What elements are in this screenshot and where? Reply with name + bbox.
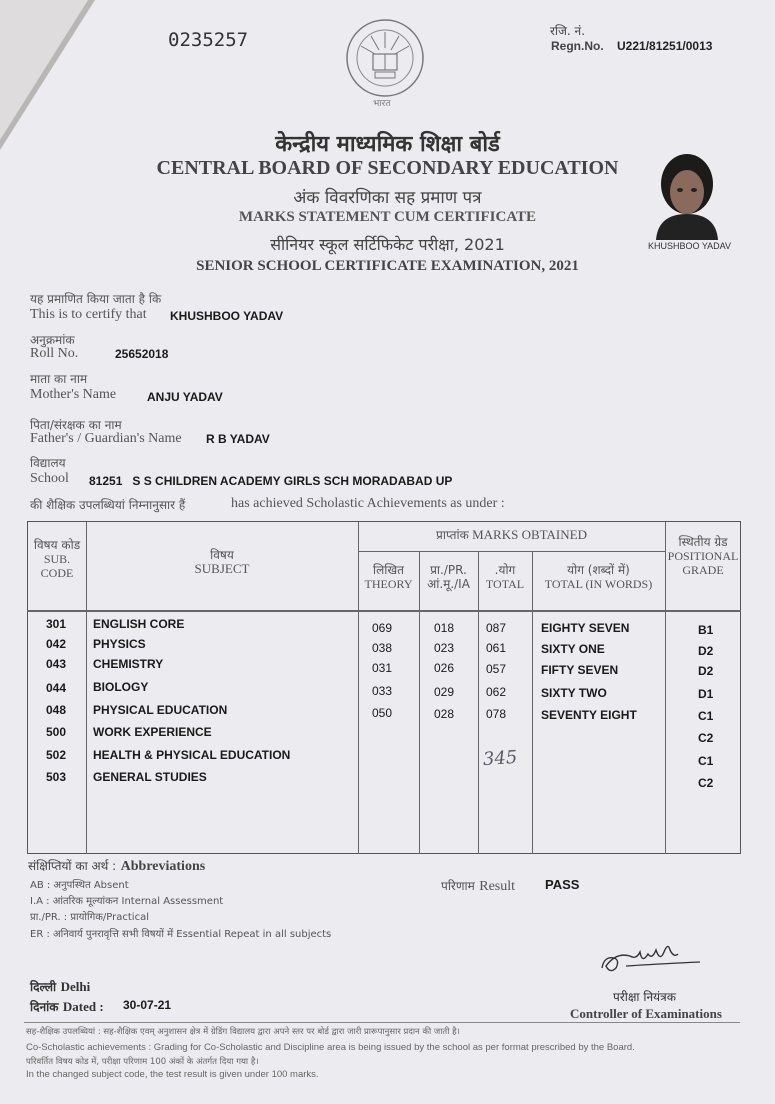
board-name-hi: केन्द्रीय माध्यमिक शिक्षा बोर्ड — [275, 132, 500, 157]
doc-title-hi: अंक विवरणिका सह प्रमाण पत्र — [293, 188, 482, 208]
row-subject: BIOLOGY — [93, 680, 149, 694]
row-grade: B1 — [698, 623, 714, 637]
row-theory: 033 — [372, 684, 393, 698]
serial-number: 0235257 — [168, 29, 249, 51]
header-grade-en1: POSITIONAL — [667, 549, 739, 563]
header-marks-hi: प्राप्तांक — [436, 528, 469, 542]
father-label-hi: पिता/संरक्षक का नाम — [30, 418, 122, 432]
col-divider — [419, 551, 420, 854]
row-code: 500 — [46, 725, 67, 739]
row-practical: 018 — [434, 621, 455, 635]
abbreviation-item: ER : अनिवार्य पुनरावृत्ति सभी विषयों में Essential Repeat in all subjects — [30, 929, 332, 940]
row-words: SEVENTY EIGHT — [541, 708, 637, 722]
header-marks-en: MARKS OBTAINED — [472, 527, 587, 542]
row-total: 062 — [486, 685, 507, 699]
row-words: FIFTY SEVEN — [541, 663, 619, 677]
doc-title-en: MARKS STATEMENT CUM CERTIFICATE — [238, 209, 537, 225]
place-hi: दिल्ली — [30, 980, 57, 994]
result-label — [441, 877, 515, 895]
controller-signature — [596, 938, 706, 978]
board-name-en: CENTRAL BOARD OF SECONDARY EDUCATION — [156, 157, 619, 179]
footer-line: Co-Scholastic achievements : Grading for Co-Scholastic and Discipline area is being issued by the school as per format prescribed by the Board. — [26, 1042, 635, 1053]
header-subject — [86, 548, 358, 576]
row-grade: C2 — [698, 776, 714, 790]
controller-title-en: Controller of Examinations — [570, 1006, 722, 1021]
father-label-en: Father's / Guardian's Name — [30, 431, 182, 446]
mother-name: ANJU YADAV — [147, 390, 223, 404]
row-theory: 038 — [372, 641, 393, 655]
row-practical: 029 — [434, 685, 455, 699]
candidate-photo-icon — [646, 148, 728, 240]
header-prac-hi2: आं.मू./IA — [427, 577, 470, 591]
header-words-en: TOTAL (IN WORDS) — [544, 577, 653, 591]
row-grade: C1 — [698, 709, 714, 723]
header-practical — [419, 563, 478, 591]
row-code: 044 — [46, 681, 67, 695]
footer-divider — [24, 1022, 740, 1023]
row-code: 043 — [46, 657, 67, 671]
row-total: 061 — [486, 641, 507, 655]
header-code-en1: SUB. — [43, 552, 71, 566]
father-name: R B YADAV — [206, 432, 270, 446]
row-practical: 028 — [434, 707, 455, 721]
footer-line: सह-शैक्षिक उपलब्धियां : सह-शैक्षिक एवम् अनुशासन क्षेत्र में ग्रेडिंग विद्यालय द्वारा अपने स्तर पर बोर्ड द्वारा जारी प्रारूपानुसार प्रदान की जाती है। — [26, 1027, 460, 1037]
abbreviations-title — [28, 857, 205, 875]
signature-icon — [596, 938, 706, 978]
mother-label-en: Mother's Name — [30, 387, 117, 402]
row-words: EIGHTY SEVEN — [541, 621, 630, 635]
abbreviation-item: प्रा./PR. : प्रायोगिक/Practical — [30, 912, 149, 923]
header-grade-en2: GRADE — [682, 563, 724, 577]
header-words-hi: योग (शब्दों में) — [567, 563, 630, 577]
photo-caption: KHUSHBOO YADAV — [648, 241, 732, 251]
row-theory: 031 — [372, 661, 393, 675]
row-code: 502 — [46, 748, 67, 762]
row-divider — [27, 610, 741, 612]
result-label-en: Result — [479, 879, 516, 894]
dated-label-en: Dated : — [62, 999, 104, 1014]
exam-name-hi: सीनियर स्कूल सर्टिफिकेट परीक्षा, 2021 — [270, 235, 505, 254]
row-subject: GENERAL STUDIES — [93, 770, 207, 784]
achieve-label-hi: की शैक्षिक उपलब्धियां निम्नानुसार हैं — [30, 498, 186, 512]
dated-label — [30, 998, 104, 1016]
result-value: PASS — [545, 877, 580, 892]
row-theory: 069 — [372, 621, 393, 635]
row-subject: HEALTH & PHYSICAL EDUCATION — [93, 748, 291, 762]
regn-number: U221/81251/0013 — [617, 39, 713, 53]
header-theory-en: THEORY — [364, 577, 413, 591]
controller-title-hi: परीक्षा नियंत्रक — [613, 990, 676, 1004]
abbreviations-title-en: Abbreviations — [120, 859, 206, 874]
school-name: 81251 S S CHILDREN ACADEMY GIRLS SCH MORADABAD UP — [89, 474, 453, 488]
row-practical: 026 — [434, 661, 455, 675]
header-total-hi: .योग — [494, 563, 516, 577]
row-grade: C2 — [698, 731, 714, 745]
header-theory-hi: लिखित — [372, 563, 404, 577]
row-code: 048 — [46, 703, 67, 717]
row-grade: D2 — [698, 644, 714, 658]
abbreviation-item: I.A : आंतरिक मूल्यांकन Internal Assessment — [30, 896, 224, 907]
footer-line: In the changed subject code, the test result is given under 100 marks. — [26, 1069, 319, 1080]
certify-label-hi: यह प्रमाणित किया जाता है कि — [30, 292, 162, 306]
candidate-photo — [646, 148, 728, 240]
folded-corner-flap — [0, 0, 88, 140]
school-label-hi: विद्यालय — [30, 456, 66, 470]
place-en: Delhi — [60, 979, 91, 994]
row-total: 078 — [486, 707, 507, 721]
row-total: 057 — [486, 662, 507, 676]
abbreviations-title-hi: संक्षिप्तियों का अर्थ : — [28, 859, 117, 873]
header-grade-hi: स्थितीय ग्रेड — [678, 535, 728, 549]
row-code: 301 — [46, 617, 67, 631]
header-theory — [358, 563, 419, 591]
header-code-en2: CODE — [40, 566, 74, 580]
header-marks-obtained — [358, 528, 665, 542]
result-label-hi: परिणाम — [441, 879, 475, 893]
header-total-en: TOTAL — [485, 577, 525, 591]
row-code: 503 — [46, 770, 67, 784]
row-subject: ENGLISH CORE — [93, 617, 185, 631]
header-total-words — [532, 563, 665, 591]
header-subject-en: SUBJECT — [194, 561, 250, 576]
header-prac-hi: प्रा./PR. — [430, 563, 467, 577]
header-subject-hi: विषय — [210, 548, 234, 562]
row-divider — [358, 551, 665, 552]
exam-name-en: SENIOR SCHOOL CERTIFICATE EXAMINATION, 2021 — [196, 258, 579, 274]
footer-line: परिवर्तित विषय कोड में, परीक्षा परिणाम 100 अंकों के अंतर्गत दिया गया है। — [26, 1057, 259, 1067]
emblem-caption: भारत — [373, 99, 391, 109]
cbse-emblem — [335, 14, 435, 114]
row-code: 042 — [46, 637, 67, 651]
certify-label-en: This is to certify that — [30, 307, 147, 322]
row-theory: 050 — [372, 706, 393, 720]
candidate-name: KHUSHBOO YADAV — [170, 309, 284, 323]
row-total: 087 — [486, 621, 507, 635]
row-subject: CHEMISTRY — [93, 657, 164, 671]
col-divider — [478, 551, 479, 854]
dated-label-hi: दिनांक — [30, 1000, 59, 1014]
handwritten-total: 345 — [482, 746, 519, 771]
date-value: 30-07-21 — [123, 998, 172, 1012]
row-subject: WORK EXPERIENCE — [93, 725, 212, 739]
place — [30, 978, 90, 996]
roll-label-hi: अनुक्रमांक — [30, 333, 75, 347]
header-code-hi: विषय कोड — [33, 538, 81, 552]
roll-number: 25652018 — [115, 347, 169, 361]
row-grade: D2 — [698, 664, 714, 678]
achieve-label-en: has achieved Scholastic Achievements as under : — [231, 496, 505, 511]
header-total — [478, 563, 532, 591]
col-divider — [532, 551, 533, 854]
roll-label-en: Roll No. — [30, 346, 79, 361]
row-subject: PHYSICS — [93, 637, 146, 651]
row-words: SIXTY TWO — [541, 686, 607, 700]
row-subject: PHYSICAL EDUCATION — [93, 703, 228, 717]
row-grade: D1 — [698, 687, 714, 701]
row-words: SIXTY ONE — [541, 642, 605, 656]
school-label-en: School — [30, 471, 69, 486]
header-sub-code — [27, 538, 87, 580]
row-grade: C1 — [698, 754, 714, 768]
regn-label-en: Regn.No. — [551, 39, 604, 53]
mother-label-hi: माता का नाम — [30, 372, 88, 386]
regn-label-hi: रजि. नं. — [550, 24, 586, 38]
row-practical: 023 — [434, 641, 455, 655]
header-grade — [665, 535, 741, 577]
abbreviation-item: AB : अनुपस्थित Absent — [30, 880, 129, 891]
